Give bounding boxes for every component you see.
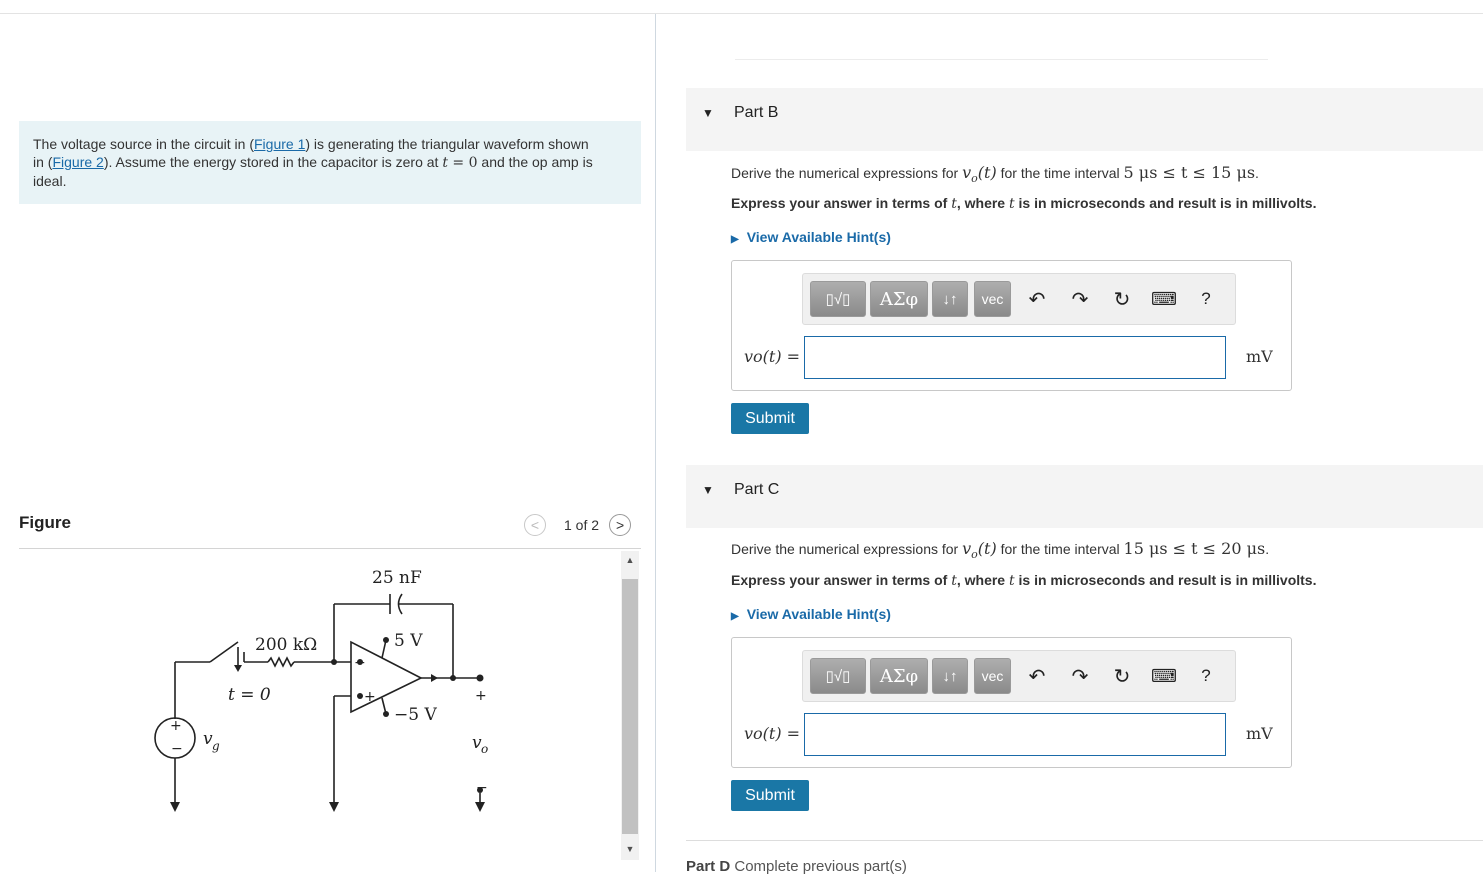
scroll-down-icon[interactable]: ▼	[625, 844, 635, 854]
part-b-answer-label	[744, 347, 800, 366]
help-icon[interactable]: ?	[1201, 666, 1211, 685]
part-b-answer-input[interactable]	[804, 336, 1226, 379]
keyboard-icon[interactable]: ⌨	[1151, 665, 1177, 686]
answer-label-text: vo(t) =	[744, 347, 801, 366]
part-c-prompt: Derive the numerical expressions for $v_o(t)$ for the time interval 15 μs ≤ t ≤ 20 μs.	[731, 539, 1270, 561]
triangle-right-icon: ▶	[731, 611, 739, 622]
part-b-header[interactable]	[686, 88, 1483, 151]
arrows-button[interactable]: ↓↑	[932, 658, 968, 694]
vec-button[interactable]: vec	[974, 658, 1011, 694]
part-b-unit: mV	[1246, 347, 1273, 366]
templates-button[interactable]: ▯√▯	[810, 658, 866, 694]
figure-prev-button[interactable]: <	[524, 514, 546, 536]
circuit-diagram	[140, 560, 510, 830]
greek-button[interactable]: ΑΣφ	[870, 281, 928, 317]
source-minus-label: −	[171, 741, 183, 757]
part-b-hint-link[interactable]: ▶ View Available Hint(s)	[731, 229, 891, 245]
part-c-title: Part C	[734, 481, 780, 498]
source-voltage-sub: g	[212, 739, 220, 753]
negative-supply-label: −5 V	[394, 705, 437, 725]
answer-label-text: vo(t) =	[744, 724, 801, 743]
pane-divider	[655, 14, 656, 872]
part-d-header	[686, 858, 907, 875]
scroll-up-icon[interactable]: ▲	[625, 555, 635, 565]
part-c-hint-link[interactable]: ▶ View Available Hint(s)	[731, 606, 891, 622]
part-b-answer-box	[731, 260, 1292, 391]
opamp-minus-label: −	[354, 655, 366, 671]
source-voltage-label: v	[203, 729, 213, 749]
reset-icon[interactable]: ↻	[1113, 665, 1131, 688]
vec-button[interactable]: vec	[974, 281, 1011, 317]
output-voltage-sub: o	[481, 742, 489, 756]
figure-separator	[19, 548, 641, 549]
redo-icon[interactable]: ↷	[1071, 288, 1089, 311]
greek-button[interactable]: ΑΣφ	[870, 658, 928, 694]
source-plus-label: +	[170, 718, 182, 734]
undo-icon[interactable]: ↶	[1028, 665, 1046, 688]
output-voltage-label: v	[472, 733, 482, 753]
output-minus-label: −	[476, 780, 488, 796]
part-b-title: Part B	[734, 104, 779, 121]
redo-icon[interactable]: ↷	[1071, 665, 1089, 688]
part-d-title: Part D	[686, 858, 731, 875]
part-c-header[interactable]	[686, 465, 1483, 528]
part-d-divider	[686, 840, 1483, 841]
part-b-submit-button[interactable]: Submit	[731, 403, 809, 434]
figure-title: Figure	[19, 513, 71, 532]
figure-pager	[524, 513, 631, 537]
figure-2-link[interactable]: Figure 2	[52, 154, 104, 170]
part-c-answer-box	[731, 637, 1292, 768]
templates-button[interactable]: ▯√▯	[810, 281, 866, 317]
triangle-right-icon: ▶	[731, 234, 739, 245]
resistor-label: 200 kΩ	[255, 635, 318, 655]
figure-1-link[interactable]: Figure 1	[254, 136, 306, 152]
positive-supply-label: 5 V	[394, 631, 423, 651]
help-icon[interactable]: ?	[1201, 289, 1211, 308]
reset-icon[interactable]: ↻	[1113, 288, 1131, 311]
part-c-answer-input[interactable]	[804, 713, 1226, 756]
figure-next-button[interactable]: >	[609, 514, 631, 536]
output-plus-label: +	[475, 688, 487, 704]
part-d-status: Complete previous part(s)	[734, 858, 907, 875]
undo-icon[interactable]: ↶	[1028, 288, 1046, 311]
figure-scrollbar[interactable]	[621, 551, 639, 860]
triangle-down-icon[interactable]: ▼	[702, 483, 714, 497]
switch-time-label: t = 0	[228, 685, 271, 705]
problem-statement: The voltage source in the circuit in (Figure 1) is generating the triangular waveform shown in (Figure 2). Assume the energy stored in the capacitor is zero at t = 0 and the op amp is ideal.	[19, 121, 641, 204]
part-b-prompt: Derive the numerical expressions for $v_o(t)$ for the time interval 5 μs ≤ t ≤ 15 μs.	[731, 163, 1259, 185]
part-c-unit: mV	[1246, 724, 1273, 743]
triangle-down-icon[interactable]: ▼	[702, 106, 714, 120]
scrollbar-thumb[interactable]	[622, 579, 638, 834]
part-c-math-toolbar	[802, 650, 1236, 702]
faint-divider	[735, 59, 1268, 60]
arrows-button[interactable]: ↓↑	[932, 281, 968, 317]
keyboard-icon[interactable]: ⌨	[1151, 288, 1177, 309]
part-b-math-toolbar	[802, 273, 1236, 325]
part-b-instructions: Express your answer in terms of t, where t is in microseconds and result is in millivolts.	[731, 195, 1317, 212]
capacitor-label: 25 nF	[372, 568, 422, 588]
part-c-submit-button[interactable]: Submit	[731, 780, 809, 811]
part-c-answer-label	[744, 724, 800, 743]
top-divider	[0, 13, 1483, 14]
figure-count: 1 of 2	[564, 517, 600, 533]
part-c-instructions: Express your answer in terms of t, where t is in microseconds and result is in millivolts.	[731, 572, 1317, 589]
opamp-plus-label: +	[364, 689, 376, 705]
